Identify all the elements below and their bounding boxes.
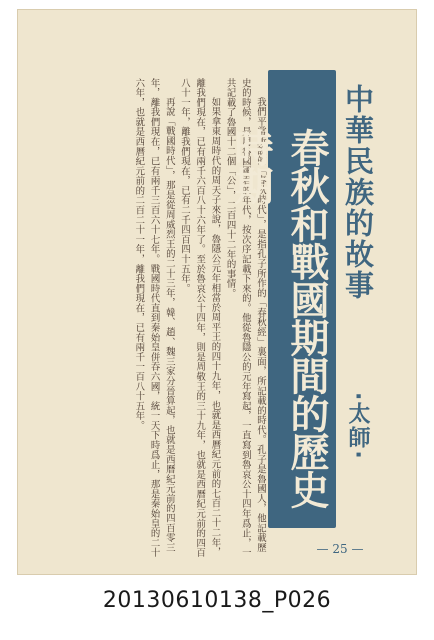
page-number: — 25 — [316,542,364,556]
article-title: 春秋和戰國期間的歷史時期 [228,128,329,508]
paragraph-2: 如果拿東周時代的周天子來說，魯隱公元年相當於周平王的四十九年，也就是西曆紀元前的七百二十二年，離我們現在，已有兩千六百八十六年了。至於魯哀公十四年，則是周敬王的三十九年，也就是西曆紀元前的四百八十一年，離我們現在，已有二千四百四十五年。 [178,78,221,558]
paragraph-1: 我們平常所說的「春秋時代」，是指孔子所作的「春秋經」裏面，所記載的時代。孔子是魯國人，他記載歷史的時候，是用魯國國君的年代，按次序記載下來的。他從魯隱公的元年寫起，一直寫到魯哀公十四年爲止，一共記載了魯國十二個「公」，二百四十二年的事情。 [224,78,266,558]
series-title: 中華民族的故事 [341,84,375,301]
author-name: ·太師· [345,392,370,461]
image-caption: 20130610138_P026 [102,588,332,613]
paragraph-3: 再說「戰國時代」，那是從周威烈王的二十三年，韓、趙、魏三家分晉算起，也就是西曆紀元前的四百零三年，離我們現在，已有兩千三百六十七年。戰國時代直到秦始皇併吞六國，統一天下時爲止，那是秦始皇的二十六年，也就是西曆紀元前的二百二十一年，離我們現在，已有兩千一百八十五年。 [133,78,175,558]
